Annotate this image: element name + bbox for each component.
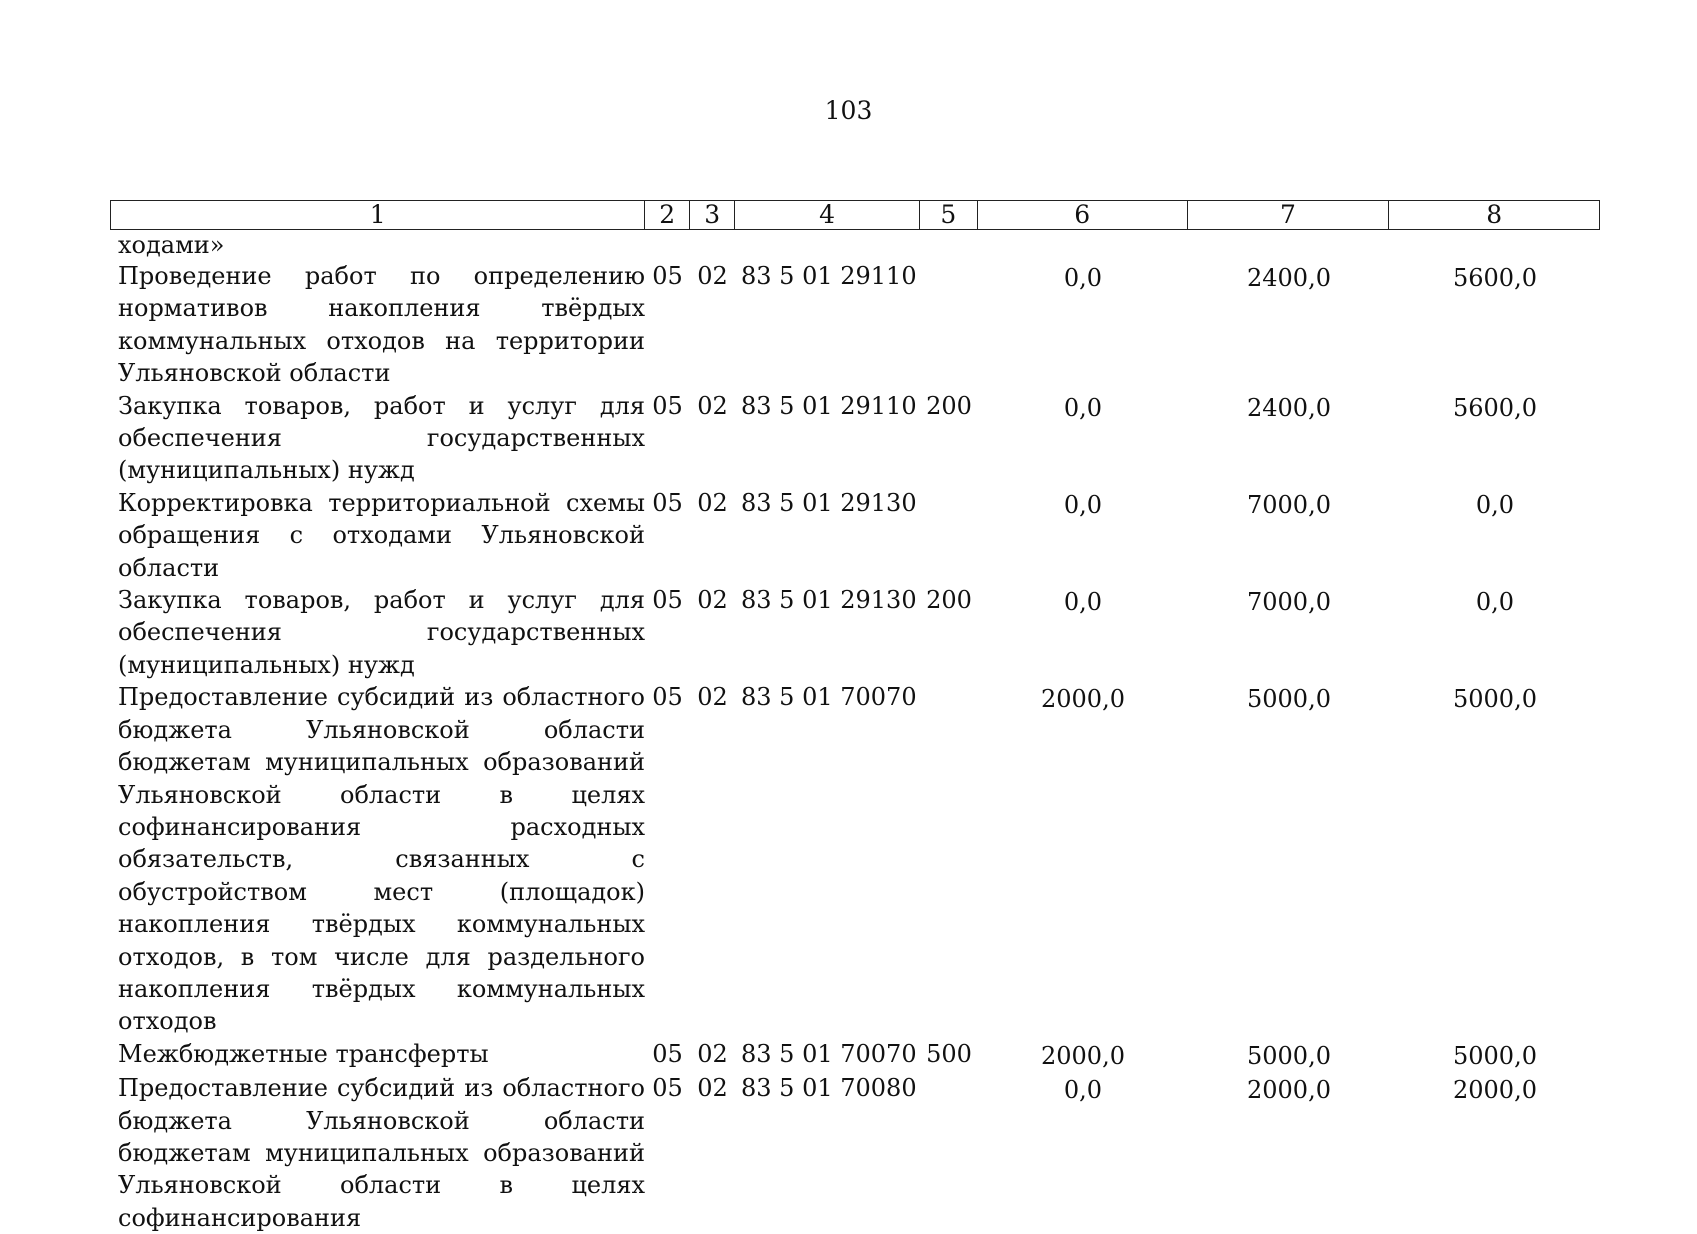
row-name: Закупка товаров, работ и услуг для обеспечения государственных (муниципальных) нужд	[118, 391, 645, 485]
table-row	[110, 681, 1600, 1037]
row-target-code: 83 5 01 70070	[741, 683, 917, 712]
row-target-code: 83 5 01 29110	[741, 391, 917, 420]
row-amount-col8: 5600,0	[1453, 264, 1537, 292]
row-amount-col7: 7000,0	[1247, 490, 1331, 519]
row-amount-col7: 2400,0	[1247, 393, 1331, 422]
row-target-code: 83 5 01 70080	[741, 1074, 917, 1103]
row-amount-col6: 0,0	[1063, 393, 1103, 422]
table-row	[110, 487, 1600, 584]
row-amount-col7: 5000,0	[1247, 1041, 1331, 1070]
row-section: 05	[652, 1074, 683, 1103]
row-name: Проведение работ по определению нормативов накопления твёрдых коммунальных отходов на территории Ульяновской области	[118, 262, 645, 388]
row-name: Корректировка территориальной схемы обращения с отходами Ульяновской области	[118, 488, 645, 582]
row-amount-col7: 2400,0	[1247, 264, 1331, 292]
row-amount-col8: 2000,0	[1453, 1076, 1537, 1105]
row-name: Предоставление субсидий из областного бюджета Ульяновской области бюджетам муниципальных образований Ульяновской области в целях софинансирования	[118, 1074, 645, 1232]
row-section: 05	[652, 1039, 683, 1068]
row-expense-type	[920, 1072, 978, 1234]
continuation-text: ходами»	[118, 231, 225, 259]
row-target-code: 83 5 01 29110	[741, 262, 917, 290]
row-amount-col7: 7000,0	[1247, 588, 1331, 617]
row-name: Межбюджетные трансферты	[118, 1039, 489, 1068]
row-amount-col6: 2000,0	[1041, 1041, 1125, 1070]
table-row	[110, 584, 1600, 681]
row-amount-col7: 5000,0	[1247, 685, 1331, 714]
row-expense-type	[920, 487, 978, 584]
header-col-4: 4	[735, 201, 920, 229]
row-amount-col6: 0,0	[1063, 588, 1103, 617]
row-expense-type: 200	[926, 586, 972, 615]
row-amount-col6: 0,0	[1063, 1076, 1103, 1105]
row-expense-type: 500	[926, 1039, 972, 1068]
row-expense-type	[920, 681, 978, 1037]
header-col-8: 8	[1486, 200, 1503, 229]
row-amount-col8: 5000,0	[1453, 685, 1537, 714]
row-amount-col8: 0,0	[1475, 588, 1515, 617]
row-subsection: 02	[697, 1074, 728, 1103]
row-subsection: 02	[697, 488, 728, 517]
row-section: 05	[652, 391, 683, 420]
row-amount-col8: 5000,0	[1453, 1041, 1537, 1070]
table-row	[110, 390, 1600, 487]
budget-table	[110, 200, 1600, 1234]
table-row	[110, 260, 1600, 390]
row-target-code: 83 5 01 70070	[741, 1039, 917, 1068]
row-section: 05	[652, 683, 683, 712]
row-target-code: 83 5 01 29130	[741, 586, 917, 615]
table-row	[110, 1038, 1600, 1072]
row-amount-col8: 5600,0	[1453, 393, 1537, 422]
table-body	[110, 260, 1600, 1234]
row-expense-type	[920, 260, 978, 390]
row-subsection: 02	[697, 262, 728, 290]
header-col-7: 7	[1188, 201, 1390, 229]
row-subsection: 02	[697, 586, 728, 615]
row-amount-col6: 2000,0	[1041, 685, 1125, 714]
row-amount-col7: 2000,0	[1247, 1076, 1331, 1105]
row-subsection: 02	[697, 1039, 728, 1068]
header-col-6: 6	[978, 201, 1188, 229]
table-row	[110, 1072, 1600, 1234]
row-amount-col6: 0,0	[1063, 490, 1103, 519]
page-number: 103	[824, 96, 873, 125]
row-section: 05	[652, 586, 683, 615]
header-col-3: 3	[690, 201, 735, 229]
row-name: Предоставление субсидий из областного бюджета Ульяновской области бюджетам муниципальных образований Ульяновской области в целях софинансирования расходных обязательств, связанных с обустройством мест (площадок) накопления твёрдых коммунальных отходов, в том числе для раздельного накопления твёрдых коммунальных отходов	[118, 683, 645, 1036]
row-target-code: 83 5 01 29130	[741, 488, 917, 517]
row-section: 05	[652, 488, 683, 517]
row-subsection: 02	[697, 391, 728, 420]
header-col-1: 1	[111, 201, 645, 229]
row-amount-col8: 0,0	[1475, 490, 1515, 519]
row-expense-type: 200	[926, 391, 972, 420]
header-col-2: 2	[645, 201, 690, 229]
row-subsection: 02	[697, 683, 728, 712]
row-section: 05	[652, 262, 683, 290]
header-col-5: 5	[920, 201, 978, 229]
table-header-row	[110, 200, 1600, 230]
row-name: Закупка товаров, работ и услуг для обеспечения государственных (муниципальных) нужд	[118, 586, 645, 679]
row-amount-col6: 0,0	[1063, 264, 1103, 292]
